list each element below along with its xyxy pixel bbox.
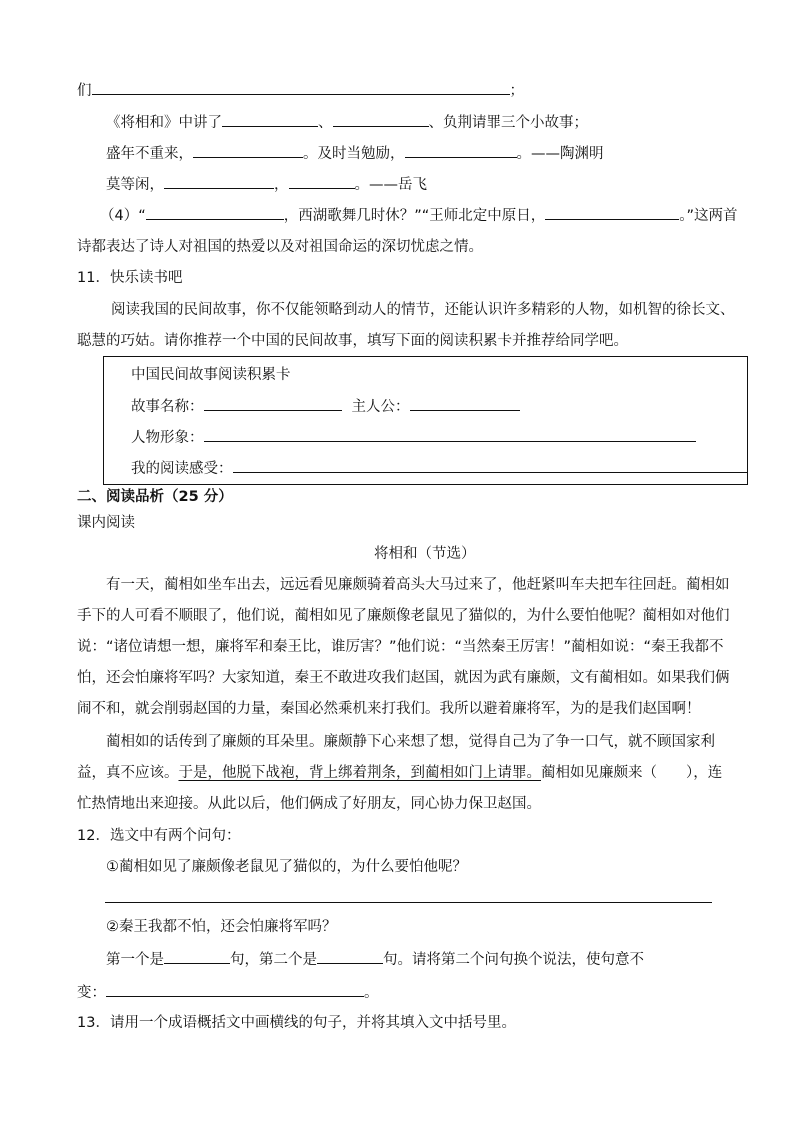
text: 《将相和》中讲了	[106, 115, 222, 131]
text: 。及时当勉励，	[303, 146, 405, 162]
text: ，西湖歌舞几时休？”“王师北定中原日，	[283, 208, 546, 224]
text: 。——陶渊明	[516, 146, 604, 162]
fill-line-1	[77, 80, 524, 101]
answer-blank[interactable]	[333, 112, 429, 127]
text: 句。请将第二个问句换个说法，使句意不	[383, 952, 644, 968]
underlined-sentence: 于是，他脱下战袍，背上绑着荆条，到蔺相如门上请罪。	[178, 765, 541, 781]
reading-feeling-blank[interactable]	[233, 458, 747, 473]
text: ；	[509, 83, 524, 99]
text: 们	[77, 83, 92, 99]
reading-feeling-label: 我的阅读感受：	[131, 461, 233, 477]
text: 、	[318, 115, 333, 131]
text: （4）“	[100, 208, 146, 224]
passage-title: 将相和（节选）	[374, 546, 476, 562]
character-image-label: 人物形象：	[131, 430, 204, 446]
text: 。”这两首	[679, 208, 738, 224]
answer-blank[interactable]	[164, 949, 230, 964]
text: 盛年不重来，	[106, 146, 193, 162]
passage-line: 手下的人可看不顺眼了，他们说，蔺相如见了廉颇像老鼠见了猫似的，为什么要怕他呢？蔺相如对他们	[77, 608, 730, 624]
hero-blank[interactable]	[410, 396, 520, 411]
text: 变：	[77, 985, 106, 1001]
answer-blank[interactable]	[405, 143, 517, 158]
question-13-title: 13．请用一个成语概括文中画横线的句子，并将其填入文中括号里。	[77, 1015, 516, 1031]
fill-line-5	[100, 205, 738, 226]
question-11-intro: 聪慧的巧姑。请你推荐一个中国的民间故事，填写下面的阅读积累卡并推荐给同学吧。	[77, 333, 628, 349]
passage-line: 蔺相如的话传到了廉颇的耳朵里。廉颇静下心来想了想，觉得自己为了争一口气，就不顾国家利	[106, 734, 715, 750]
hero-label: 主人公：	[351, 399, 410, 415]
passage-line: 忙热情地出来迎接。从此以后，他们俩成了好朋友，同心协力保卫赵国。	[77, 796, 541, 812]
question-11-intro: 阅读我国的民间故事，你不仅能领略到动人的情节，还能认识许多精彩的人物，如机智的徐长文、	[111, 302, 735, 318]
text: 。	[364, 985, 379, 1001]
card-title: 中国民间故事阅读积累卡	[131, 367, 291, 383]
question-12-sentence-2: ②秦王我都不怕，还会怕廉将军吗？	[106, 919, 337, 935]
card-row-image	[131, 427, 696, 448]
answer-blank[interactable]	[545, 205, 679, 220]
passage-line: 说：“诸位请想一想，廉将军和秦王比，谁厉害？”他们说：“当然秦王厉害！”蔺相如说：“秦王我都不	[77, 639, 724, 655]
section-2-title: 二、阅读品析（25 分）	[77, 489, 233, 505]
answer-blank[interactable]	[146, 205, 284, 220]
passage-line	[77, 763, 722, 783]
answer-blank[interactable]	[164, 174, 274, 189]
answer-blank[interactable]	[193, 143, 303, 158]
question-12-fill	[106, 949, 644, 970]
question-12-fill	[77, 982, 379, 1003]
text: 、负荆请罪三个小故事；	[428, 115, 588, 131]
character-image-blank[interactable]	[204, 427, 696, 442]
card-row-name	[131, 396, 520, 417]
story-name-label: 故事名称：	[131, 399, 204, 415]
poem-conclusion: 诗都表达了诗人对祖国的热爱以及对祖国命运的深切忧虑之情。	[77, 239, 483, 255]
text: 句，第二个是	[230, 952, 317, 968]
question-11-title: 11．快乐读书吧	[77, 270, 183, 286]
card-row-feeling	[131, 458, 747, 479]
answer-blank[interactable]	[289, 174, 355, 189]
question-12-title: 12．选文中有两个问句：	[77, 828, 241, 844]
text: 莫等闲，	[106, 177, 164, 193]
story-name-blank[interactable]	[204, 396, 342, 411]
section-2-subtitle: 课内阅读	[77, 515, 135, 531]
passage-line: 有一天，蔺相如坐车出去，远远看见廉颇骑着高头大马过来了，他赶紧叫车夫把车往回赶。蔺相如	[106, 577, 730, 593]
text: 第一个是	[106, 952, 164, 968]
question-12-sentence-1: ①蔺相如见了廉颇像老鼠见了猫似的，为什么要怕他呢？	[106, 859, 467, 875]
text: 益，真不应该。	[77, 765, 179, 781]
text: 。——岳飞	[354, 177, 427, 193]
text: 蔺相如见廉颇来（ ），连	[541, 765, 723, 781]
passage-line: 闹不和，就会削弱赵国的力量，秦国必然乘机来打我们。我所以避着廉将军，为的是我们赵国啊！	[77, 701, 701, 717]
answer-blank[interactable]	[317, 949, 383, 964]
answer-blank[interactable]	[106, 982, 364, 997]
passage-line: 怕，还会怕廉将军吗？大家知道，秦王不敢进攻我们赵国，就因为武有廉颇，文有蔺相如。如果我们俩	[77, 670, 730, 686]
answer-blank[interactable]	[92, 80, 510, 95]
fill-line-4	[106, 174, 427, 195]
text: ，	[274, 177, 289, 193]
answer-blank[interactable]	[222, 112, 318, 127]
answer-line[interactable]	[105, 902, 712, 903]
fill-line-2	[106, 112, 588, 133]
fill-line-3	[106, 143, 604, 164]
